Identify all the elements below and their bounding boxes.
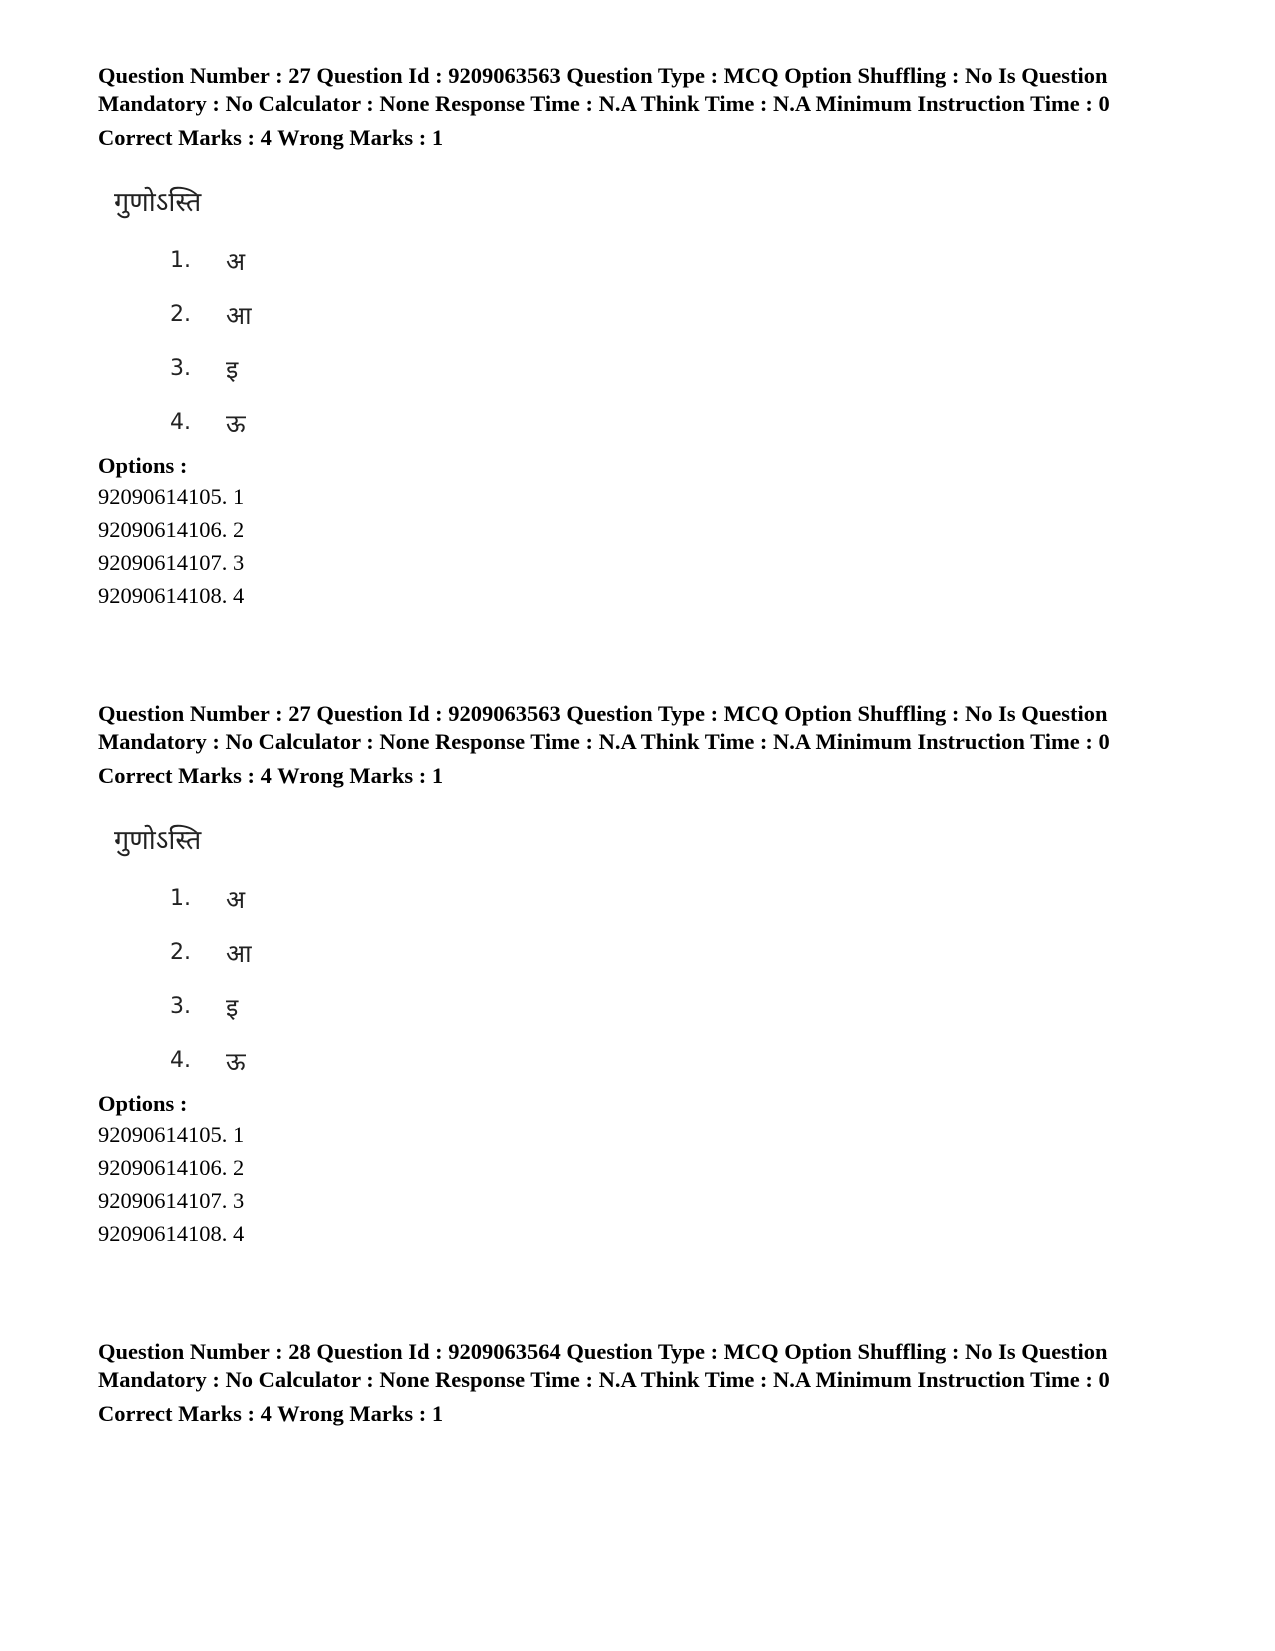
options-label: Options : (98, 453, 188, 478)
question-image (98, 182, 1198, 442)
question-item-number: 3. (170, 994, 191, 1019)
question-item-text: आ (226, 301, 252, 330)
question-item-number: 1. (170, 248, 191, 273)
question-title: गुणोऽस्ति (114, 825, 202, 856)
question-item-number: 4. (170, 1048, 191, 1073)
question-marks: Correct Marks : 4 Wrong Marks : 1 (98, 1401, 444, 1426)
option-row: 92090614106. 2 (98, 1155, 245, 1180)
option-row: 92090614107. 3 (98, 550, 245, 575)
question-item-text: ऊ (226, 1047, 246, 1076)
options-label: Options : (98, 1091, 188, 1116)
question-meta: Question Number : 27 Question Id : 9209063563 Question Type : MCQ Option Shuffling : No Is Question Mandatory : No Calculator : None Response Time : N.A Think Time : N.A Minimum Instruction Time : 0 (98, 63, 1110, 116)
question-item-text: आ (226, 939, 252, 968)
option-row: 92090614106. 2 (98, 517, 245, 542)
question-marks: Correct Marks : 4 Wrong Marks : 1 (98, 125, 444, 150)
question-block (98, 62, 1198, 612)
question-meta: Question Number : 27 Question Id : 9209063563 Question Type : MCQ Option Shuffling : No Is Question Mandatory : No Calculator : None Response Time : N.A Think Time : N.A Minimum Instruction Time : 0 (98, 701, 1110, 754)
question-item-text: इ (226, 993, 239, 1022)
question-image (98, 820, 1198, 1080)
question-marks: Correct Marks : 4 Wrong Marks : 1 (98, 763, 444, 788)
question-item-number: 4. (170, 410, 191, 435)
question-block (98, 700, 1198, 1250)
question-title: गुणोऽस्ति (114, 187, 202, 218)
question-item-text: इ (226, 355, 239, 384)
question-item-number: 2. (170, 302, 191, 327)
question-item-number: 3. (170, 356, 191, 381)
option-row: 92090614105. 1 (98, 484, 245, 509)
question-item-text: अ (226, 247, 246, 276)
question-item-number: 2. (170, 940, 191, 965)
option-row: 92090614108. 4 (98, 583, 245, 608)
question-block (98, 1338, 1198, 1428)
option-row: 92090614107. 3 (98, 1188, 245, 1213)
option-row: 92090614108. 4 (98, 1221, 245, 1246)
question-item-number: 1. (170, 886, 191, 911)
question-item-text: ऊ (226, 409, 246, 438)
question-meta: Question Number : 28 Question Id : 9209063564 Question Type : MCQ Option Shuffling : No Is Question Mandatory : No Calculator : None Response Time : N.A Think Time : N.A Minimum Instruction Time : 0 (98, 1339, 1110, 1392)
question-item-text: अ (226, 885, 246, 914)
option-row: 92090614105. 1 (98, 1122, 245, 1147)
